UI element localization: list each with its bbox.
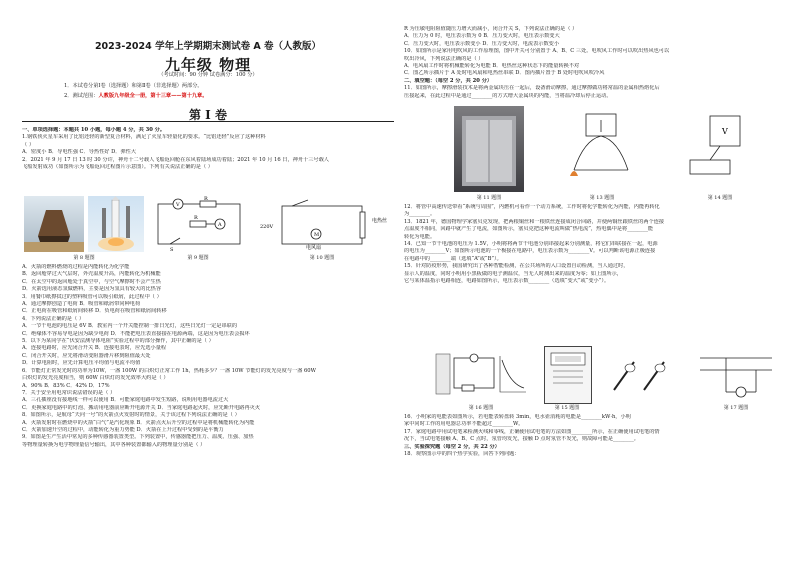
fig9-label-r1: R <box>204 196 208 202</box>
question-line: 2．2021 年 9 月 17 日 13 时 30 分许，神舟十二号载人飞船返回舱在东风着陆场成功着陆；2021 年 10 月 16 日，神舟十三号载人 <box>22 156 329 163</box>
question-line: 况下，当试电笔接触 A、B、C 点时，氖管均发光，接触 D 点时氖管不发光，则故障可能是________。 <box>404 436 639 443</box>
question-line: 18．观察图示中的四个热学实验，回答下列问题： <box>404 451 520 458</box>
capsule-photo <box>24 196 84 252</box>
question-block-1 <box>22 127 394 171</box>
question-line: R 为压敏电阻阻值随压力增大而减小，闭合开关 S，下列说法正确的是（ ） <box>404 26 578 32</box>
fig9-circuit <box>150 196 246 252</box>
fig15-meter <box>544 346 592 404</box>
question-line: 15．针对防疫形势，我国研究出了各种智能检测，在公共场所的入口设置自动检测，当人通过时， <box>404 263 629 270</box>
question-line: 1.钢铁侠火星车采用了比铝还轻的新型复合材料，满足了火星车轻量化的要求。“比铝还轻”反应了这种材料 <box>22 134 266 141</box>
question-line: C．绝缘体不容易导电是因为缺少电荷 D．不能把电压表直接接在电源两端，这是因为电压表会损坏 <box>22 330 250 337</box>
question-line: A．电风扇工作时将机械能转化为电能 B．电热丝这种状态下的能量转换不对 <box>404 63 580 70</box>
elevator-photo <box>454 106 524 192</box>
question-line: A．通过摩擦创造了电荷 B．吸管和纸屑带同种电荷 <box>22 301 141 308</box>
right-column <box>404 0 778 562</box>
question-line: 8．如图所示，是航母“天问一号”的火箭点火发射时的情景，关于该过程下列说法正确的是（ ） <box>22 412 240 419</box>
question-line: 为________。 <box>404 211 436 218</box>
fig13-thermocouple <box>564 110 640 190</box>
question-line: C．在太空中的返回舱处于真空中，与空气摩擦时不会产生热 <box>22 278 161 285</box>
fig8-caption: 第 8 题图 <box>73 255 95 261</box>
question-line: 等物理量转换为电学物理量信号输出，其中各种装置都输入的物理量分别是（ ） <box>22 441 206 448</box>
question-line: 10．如图所示是家用电吹风的工作原理图，图中开关可分别置于 A、B、C 三处。电吹风工作时可以吹出热风也可以 <box>404 48 670 55</box>
note-2-red: 人教版九年级全一册，第十三章——第十九章。 <box>98 92 208 99</box>
fig9-label-a: A <box>218 222 222 228</box>
fig17-circuit <box>696 348 776 402</box>
question-line: C．火箭加速升空的过程中，动能转化为重力势能 D．火箭在上升过程中受到的是平衡力 <box>22 426 224 433</box>
fig17-caption: 第 17 题图 <box>723 405 749 411</box>
question-line: C．更换家庭电路中的灯泡、搬动用电器前应断开电源开关 D．当家庭电路起火时，应先断开电路再灭火 <box>22 404 261 411</box>
question-line: C．压力变大时，电压表示数变小 D．压力变大时，电流表示数变小 <box>404 40 560 47</box>
question-line: 3．用餐巾纸擦拭过的塑料吸管可以吸引纸屑，此过程中（ ） <box>22 293 162 300</box>
question-line: 13．1821 年，德国物理学家塞贝克发现，把两根铜丝和一根铁丝连接成闭合回路，并使两铜丝跟铁丝的两个连接 <box>404 218 665 225</box>
notes <box>64 82 384 101</box>
section-heading: 二、填空题：（每空 2 分，共 20 分） <box>404 77 493 84</box>
fig16-circuit <box>432 348 530 402</box>
question-line: 17．家庭电路中用试电笔来检测火线和零线，正确使用试电笔的方法如图________所示，在正确使用试电笔的情 <box>404 428 660 435</box>
fig9-caption: 第 9 题图 <box>187 255 209 261</box>
thermometer-circuit-icon <box>432 348 530 402</box>
fig12-caption: 第 11 题图 <box>476 195 502 201</box>
question-line: 家中同时工作的用电器总功率不能超过________W。 <box>404 421 524 428</box>
right-block-1 <box>404 26 778 100</box>
question-line: 7．关于安全用电常识说法错误的是（ ） <box>22 389 116 396</box>
test-pen-figure <box>608 350 672 402</box>
fig10-label-220v: 220V <box>260 224 274 230</box>
exam-info: （考试时间：90 分钟 试卷满分：100 分） <box>158 72 258 78</box>
household-circuit-icon <box>696 348 776 402</box>
question-line: 吹出冷风，下列说法正确的是（ ） <box>404 55 484 62</box>
question-line: 点温度不相同，回路中就产生了电流，如图所示，塞贝克把这种电流叫做“热电流”，热电偶中是将________能 <box>404 226 654 233</box>
section-heading: 三、实验探究题（每空 2 分，共 22 分） <box>404 443 500 450</box>
thermocouple-icon <box>564 110 640 190</box>
capsule-icon <box>24 196 84 252</box>
right-block-3 <box>404 414 778 458</box>
question-block-2 <box>22 264 394 449</box>
fig9-label-v: V <box>176 202 180 208</box>
test-pen-icon <box>608 350 672 402</box>
battery-voltmeter-icon <box>680 110 760 190</box>
left-column <box>22 0 394 562</box>
question-line: 的电压为________V；如图所示电池的一个极接在电路中，电压表示数为________V。可以判断该电源正极连接 <box>404 248 656 255</box>
question-line: 在电路中的________端（选填“A”或“B”）。 <box>404 255 502 262</box>
fig13-caption: 第 13 题图 <box>589 195 615 201</box>
question-line: 5．以下为某同学在“伏安法测导体电阻”实验过程中的部分操作，其中正确的是（ ） <box>22 338 214 345</box>
question-line: C．正电荷在吸管和纸屑间转移 D．负电荷在吸管和纸屑间转移 <box>22 308 167 315</box>
fig14-caption: 第 14 题图 <box>707 195 733 201</box>
question-line: 12．将管中高速传送带看“系统与周围”，内燃机可看作一个动力系统，工作时将化学能转化为内能，内能再转化 <box>404 204 660 210</box>
question-line: 16．小明家的电能表如图所示，若电能表转盘转 3min，电水壶消耗的电能是________kW·h，小明 <box>404 414 631 420</box>
svg-text:M: M <box>314 232 320 238</box>
question-line: 9．如图是生产生活中常见的多种传感器装置类型。下列装置中，传感器能把压力、温度、压强、加热 <box>22 434 254 441</box>
question-line: A．压力为 0 时，电压表示数为 0 B．压力变大时，电压表示数变大 <box>404 33 560 40</box>
fig16-caption: 第 16 题图 <box>468 405 494 411</box>
question-line: 白炽灯的发光亮度相当，则 60W 白炽灯的发光效率大约是（ ） <box>22 375 169 382</box>
question-line: D．计算电阻时，应先计算电压平均值与电流平均值 <box>22 360 141 367</box>
fig15-caption: 第 15 题图 <box>554 405 580 411</box>
fig10-label-heater: 电热丝 <box>372 218 388 224</box>
question-line: A．90% B．83% C．42% D．17% <box>22 382 110 389</box>
volume-title: 第 Ⅰ 卷 <box>189 108 227 122</box>
electricity-meter-icon <box>545 347 591 403</box>
question-line: A．火箭的燃料燃烧的过程是内能转化为化学能 <box>22 264 130 270</box>
document-title: 2023-2024 学年上学期期末测试卷 A 卷（人教版） <box>94 41 322 52</box>
rocket-photo <box>88 196 144 252</box>
fig14-battery <box>680 110 760 190</box>
fig10-label-fan: 电风扇 <box>306 245 322 251</box>
circuit-diagram-icon <box>150 196 246 252</box>
question-line: 14．已知一节干电池的电压为 1.5V，小明将将两节干电池分别串接起来分别测量，将它们串联接在一起，电源 <box>404 241 658 248</box>
question-line: 转化为电能。 <box>404 233 436 240</box>
question-line: 6．节能灯正常发光时的功率为10W，一盏 100W 的白炽灯正常工作 1h，热耗多少？一盏 10W 节能灯的发光亮度与一盏 60W <box>22 367 316 374</box>
question-line: A．火箭发射时在燃烧中的火箭“白气”是汽化现象 B．火箭点火后升空的过程中是将机械能转化为内能 <box>22 419 255 426</box>
question-line: 压接起来，在此过程中是通过________的方式增大金属块的内能，当将温冷却后停止运动。 <box>404 92 612 99</box>
question-line: （ ） <box>22 141 35 148</box>
question-line: C．图乙所示插片于 A 处时电风扇和电热丝串联 D．图丙插片置于 B 处时电吹风吹冷风 <box>404 70 605 77</box>
note-2 <box>64 92 384 102</box>
question-line: 4．下列说法正确的是（ ） <box>22 315 85 322</box>
document-subtitle: 九年级 物理 <box>164 56 252 74</box>
question-line: A．密度小 B．导电性强 C．导热性好 D．弹性大 <box>22 149 137 156</box>
elevator-icon <box>454 106 524 192</box>
question-line: 显示人的温度，同时小明用小黑板做的电子测温仪，当无人时测出来的温度为零；如上图所示， <box>404 270 622 277</box>
fig9-label-s: S <box>170 247 174 252</box>
fig9-label-r2: R <box>194 215 198 221</box>
fig10-circuit <box>252 196 392 252</box>
question-line: C．闭合开关时，应先将滑动变阻器滑片移到阻值最大处 <box>22 352 151 359</box>
question-line: B．返回舱穿过大气层时，外壳温度升高，内能转化为机械能 <box>22 271 161 278</box>
hairdryer-circuit-icon <box>252 196 392 252</box>
note-1: 1．本试卷分第Ⅰ卷（选择题）和第Ⅱ卷（非选择题）两部分。 <box>64 83 203 89</box>
question-line: A．三孔插座没有接地线一样可以使用 B．可能家庭电路中发生短路，说明用电器电流过大 <box>22 397 229 404</box>
question-line: 11．如图所示，摩擦滑装技术是将两金属块压在一起后，设备滑动摩擦，通过摩擦做功将常温的金属相热熔化后 <box>404 85 660 92</box>
question-line: A．一节干电池的电压是 6V B．教室内一个开关能控制一排日光灯，这些日光灯一定是串联的 <box>22 323 238 330</box>
question-line: 飞船发射成功（如图所示为飞船返回过程图片示意图）。下列有关说法正确的是（ ） <box>22 164 213 171</box>
rocket-icon <box>88 196 144 252</box>
note-2-prefix: 2．测试范围： <box>64 92 99 99</box>
svg-text:V: V <box>722 127 728 136</box>
question-line: 一、单项选择题：本题共 10 小题，每小题 4 分，共 30 分。 <box>22 127 166 133</box>
fig10-caption: 第 10 题图 <box>309 255 335 261</box>
volume-divider <box>22 121 394 122</box>
right-block-2 <box>404 204 778 285</box>
question-line: D．火箭选用液态氢做燃料，主要是因为氢具有较大的比热容 <box>22 286 162 293</box>
question-line: A．连接电路时，应先闭合开关 B．连接电表时，应先选小量程 <box>22 345 167 352</box>
question-line: 它与某体温指示电路相连，电路如图所示，电压表示数________（选填“变大”或“变小”）。 <box>404 278 610 285</box>
